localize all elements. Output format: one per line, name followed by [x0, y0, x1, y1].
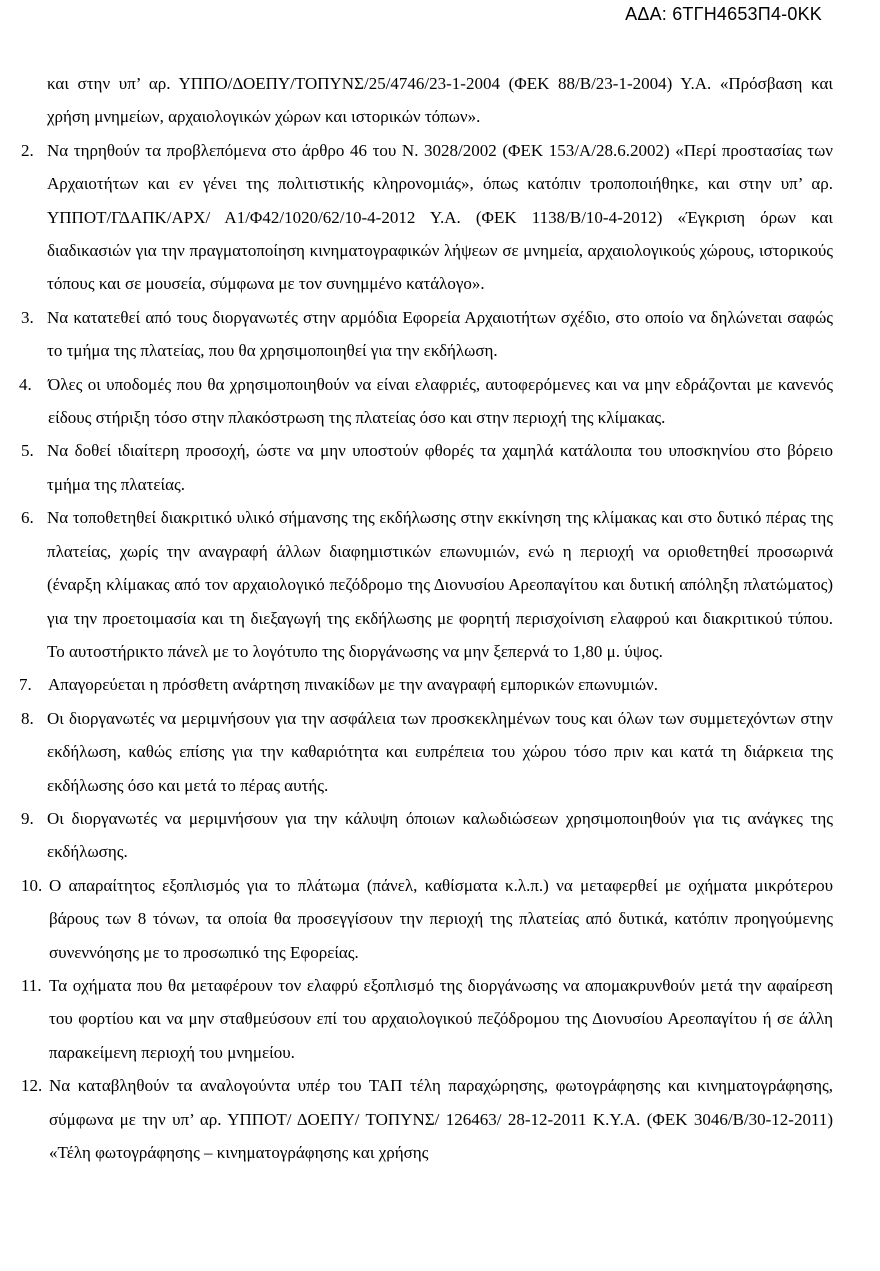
list-item-12	[0, 1069, 833, 1169]
list-item-8	[0, 702, 833, 802]
list-item-3	[0, 301, 833, 368]
list-item-11	[0, 969, 833, 1069]
list-item-4	[0, 368, 833, 435]
item-text: Τα οχήματα που θα μεταφέρουν τον ελαφρύ εξοπλισμό της διοργάνωσης να απομακρυνθούν μετά την αφαίρεση του φορτίου και να μην σταθμεύσουν επί του αρχαιολογικού πεζόδρομου της Διονυσίου Αρεοπαγίτου ή σε άλλη παρακείμενη περιοχή του μνημείου.	[49, 975, 833, 1062]
item-number: 9.	[21, 808, 34, 828]
item-number: 2.	[21, 140, 34, 160]
item-number: 11.	[21, 975, 42, 995]
item-number: 6.	[21, 508, 34, 528]
continuation-paragraph: και στην υπ’ αρ. ΥΠΠΟ/ΔΟΕΠΥ/ΤΟΠΥΝΣ/25/4746/23-1-2004 (ΦΕΚ 88/Β/23-1-2004) Υ.Α. «Πρόσβαση και χρήση μνημείων, αρχαιολογικών χώρων και ιστορικών τόπων».	[47, 74, 833, 127]
item-text: Απαγορεύεται η πρόσθετη ανάρτηση πινακίδων με την αναγραφή εμπορικών επωνυμιών.	[48, 675, 658, 695]
item-text: Να δοθεί ιδιαίτερη προσοχή, ώστε να μην υποστούν φθορές τα χαμηλά κατάλοιπα του υποσκηνίου στο βόρειο τμήμα της πλατείας.	[47, 441, 833, 494]
item-number: 7.	[19, 675, 32, 695]
item-number: 10.	[21, 875, 43, 895]
item-text: Οι διοργανωτές να μεριμνήσουν για την κάλυψη όποιων καλωδιώσεων χρησιμοποιηθούν για τις ανάγκες της εκδήλωσης.	[47, 808, 833, 862]
list-item-10	[0, 869, 833, 969]
item-number: 8.	[21, 708, 34, 728]
item-text: Να καταβληθούν τα αναλογούντα υπέρ του ΤΑΠ τέλη παραχώρησης, φωτογράφησης και κινηματογράφησης, σύμφωνα με την υπ’ αρ. ΥΠΠΟΤ/ ΔΟΕΠΥ/ ΤΟΠΥΝΣ/ 126463/ 28-12-2011 Κ.Υ.Α. (ΦΕΚ 3046/Β/30-12-2011) «Τέλη φωτογράφησης – κινηματογράφησης και χρήσης	[49, 1076, 833, 1162]
item-text: Ο απαραίτητος εξοπλισμός για το πλάτωμα (πάνελ, καθίσματα κ.λ.π.) να μεταφερθεί με οχήματα μικρότερου βάρους των 8 τόνων, τα οποία θα προσεγγίσουν την περιοχή της πλατείας από δυτικά, κατόπιν προηγούμενης συνεννόησης με το προσωπικό της Εφορείας.	[49, 875, 833, 962]
list-item-2	[0, 134, 833, 301]
item-number: 12.	[21, 1076, 43, 1096]
item-text: Να τοποθετηθεί διακριτικό υλικό σήμανσης της εκδήλωσης στην εκκίνηση της κλίμακας και στο δυτικό πέρας της πλατείας, χωρίς την αναγραφή άλλων διαφημιστικών επωνυμιών, ενώ η περιοχή να οριοθετηθεί προσωρινά (έναρξη κλίμακας από τον αρχαιολογικό πεζόδρομο της Διονυσίου Αρεοπαγίτου και δυτική απόληξη πλατώματος) για την προετοιμασία και τη διεξαγωγή της εκδήλωσης με φορητή περισχοίνιση ελαφρού και διακριτικού τύπου. Το αυτοστήρικτο πάνελ με το λογότυπο της διοργάνωσης να μην ξεπερνά το 1,80 μ. ύψος.	[47, 508, 833, 661]
item-number: 3.	[21, 307, 34, 327]
list-item-9	[0, 802, 833, 869]
list-item-5	[0, 434, 833, 501]
ada-code: ΑΔΑ: 6ΤΓΗ4653Π4-0ΚΚ	[625, 4, 822, 24]
item-number: 4.	[19, 374, 32, 394]
list-item-6	[0, 501, 833, 668]
item-text: Να κατατεθεί από τους διοργανωτές στην αρμόδια Εφορεία Αρχαιοτήτων σχέδιο, στο οποίο να δηλώνεται σαφώς το τμήμα της πλατείας, που θα χρησιμοποιηθεί για την εκδήλωση.	[47, 307, 833, 361]
item-text: Να τηρηθούν τα προβλεπόμενα στο άρθρο 46 του Ν. 3028/2002 (ΦΕΚ 153/Α/28.6.2002) «Περί προστασίας των Αρχαιοτήτων και εν γένει της πολιτιστικής κληρονομιάς», όπως κατόπιν τροποποιήθηκε, και στην υπ’ αρ. ΥΠΠΟΤ/ΓΔΑΠΚ/ΑΡΧ/ Α1/Φ42/1020/62/10-4-2012 Υ.Α. (ΦΕΚ 1138/Β/10-4-2012) «Έγκριση όρων και διαδικασιών για την πραγματοποίηση κινηματογραφικών λήψεων σε μνημεία, αρχαιολογικούς χώρους, ιστορικούς τόπους και σε μουσεία, σύμφωνα με τον συνημμένο κατάλογο».	[47, 140, 833, 294]
item-number: 5.	[21, 441, 34, 461]
document-body	[0, 67, 880, 1169]
item-text: Όλες οι υποδομές που θα χρησιμοποιηθούν να είναι ελαφριές, αυτοφερόμενες και να μην εδράζονται με κανενός είδους στήριξη τόσο στην πλακόστρωση της πλατείας όσο και στην περιοχή της κλίμακας.	[48, 374, 833, 428]
list-item-7	[0, 668, 833, 701]
item-text: Οι διοργανωτές να μεριμνήσουν για την ασφάλεια των προσκεκλημένων τους και όλων των συμμετεχόντων στην εκδήλωση, καθώς επίσης για την καθαριότητα και ευπρέπεια του χώρου τόσο πριν και κατά τη διάρκεια της εκδήλωσης όσο και μετά το πέρας αυτής.	[47, 708, 833, 795]
